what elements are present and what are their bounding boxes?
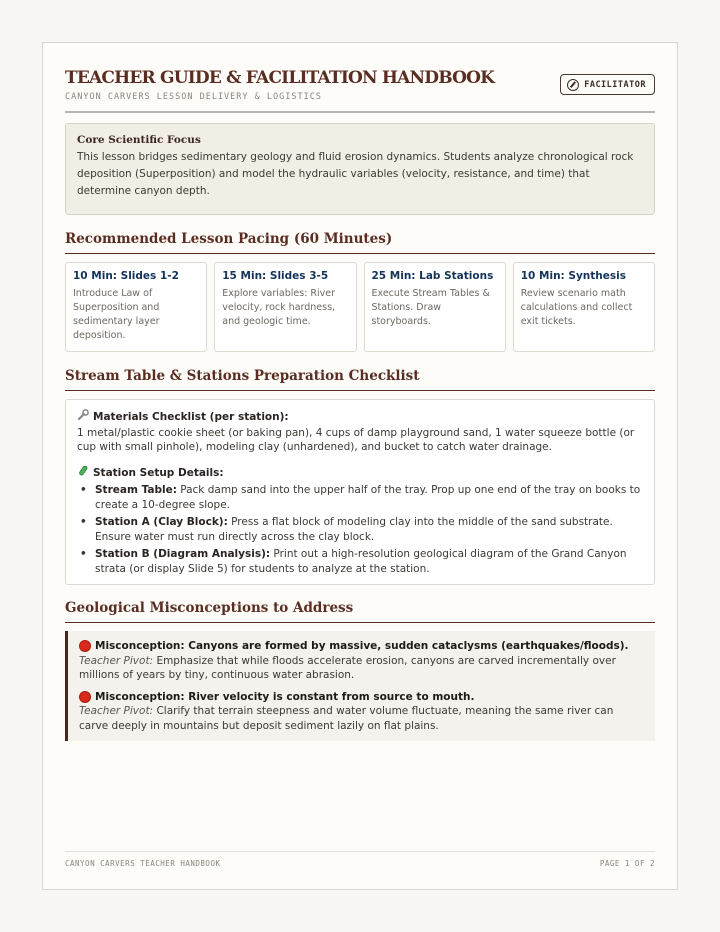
pacing-card-title: 25 Min: Lab Stations: [371, 270, 494, 282]
step-label: Station B (Diagram Analysis):: [95, 548, 271, 560]
step-text: Print out a high-resolution geological diagram of the Grand Canyon strata (or display Slide 5) for students to analyze at the station.: [95, 548, 627, 575]
setup-heading: [77, 465, 643, 482]
materials-heading: [77, 409, 643, 426]
misconception-title-row: [79, 639, 643, 654]
step-text: Pack damp sand into the upper half of the tray. Prop up one end of the tray on books to create a 10-degree slope.: [95, 484, 641, 511]
core-focus-box: [65, 123, 655, 215]
page-title: TEACHER GUIDE & FACILITATION HANDBOOK: [65, 68, 495, 88]
misconception-item: [79, 690, 643, 734]
list-item: [77, 483, 643, 512]
pacing-card: [65, 262, 207, 352]
materials-text: 1 metal/plastic cookie sheet (or baking pan), 4 cups of damp playground sand, 1 water squeeze bottle (or cup with small pinhole), modeling clay (unhardened), and bucket to catch water drainage.: [77, 426, 635, 453]
list-item: [77, 547, 643, 576]
red-circle-icon: [79, 640, 91, 652]
wrench-icon: [77, 409, 90, 426]
page-number: PAGE 1 OF 2: [599, 859, 655, 868]
materials-title: Materials Checklist (per station):: [93, 411, 289, 423]
pacing-heading: Recommended Lesson Pacing (60 Minutes): [65, 231, 655, 254]
misconceptions-box: [65, 631, 655, 741]
compass-icon: [567, 79, 579, 91]
pacing-card-text: Introduce Law of Superposition and sedimentary layer deposition.: [73, 288, 160, 341]
teacher-pivot: [79, 704, 643, 733]
setup-steps: [77, 483, 643, 576]
focus-title: Core Scientific Focus: [77, 134, 201, 146]
pacing-card-text: Explore variables: River velocity, rock hardness, and geologic time.: [222, 288, 336, 327]
misconceptions-heading: Geological Misconceptions to Address: [65, 600, 655, 623]
pacing-card-text: Execute Stream Tables & Stations. Draw storyboards.: [371, 288, 490, 327]
list-item: [77, 515, 643, 544]
badge-label: FACILITATOR: [584, 79, 646, 90]
step-label: Station A (Clay Block):: [95, 516, 228, 528]
page-header: [65, 67, 655, 113]
footer-title: CANYON CARVERS TEACHER HANDBOOK: [65, 859, 221, 868]
pacing-card: [513, 262, 655, 352]
misconception-title: Misconception: River velocity is constant from source to mouth.: [95, 690, 475, 703]
checklist-heading: Stream Table & Stations Preparation Checklist: [65, 368, 655, 391]
pivot-label: Teacher Pivot:: [79, 705, 154, 717]
misconception-item: [79, 639, 643, 683]
setup-title: Station Setup Details:: [93, 466, 224, 479]
test-tube-icon: [77, 465, 90, 482]
page-content: [65, 43, 655, 889]
pacing-card-title: 10 Min: Synthesis: [520, 270, 626, 282]
misconception-title: Misconception: Canyons are formed by massive, sudden cataclysms (earthquakes/floods).: [95, 640, 629, 652]
misconception-title-row: [79, 690, 643, 705]
pacing-cards: [65, 262, 655, 352]
pacing-card-text: Review scenario math calculations and collect exit tickets.: [520, 288, 633, 327]
page-subtitle: CANYON CARVERS LESSON DELIVERY & LOGISTICS: [65, 92, 322, 102]
pacing-card-title: 15 Min: Slides 3-5: [222, 270, 329, 282]
focus-text: This lesson bridges sedimentary geology and fluid erosion dynamics. Students analyze chronological rock deposition (Superposition) and model the hydraulic variables (velocity, resistance, and time) that determine canyon depth.: [77, 151, 634, 197]
step-label: Stream Table:: [95, 484, 177, 496]
preparation-checklist: [65, 399, 655, 585]
teacher-pivot: [79, 654, 643, 683]
facilitator-badge: [560, 74, 655, 95]
page-footer: [65, 851, 655, 868]
pivot-label: Teacher Pivot:: [79, 654, 154, 667]
pivot-text: Clarify that terrain steepness and water volume fluctuate, meaning the same river can carve deeply in mountains but deposit sediment lazily on flat plains.: [79, 705, 614, 732]
pacing-card: [364, 262, 506, 352]
pacing-card-title: 10 Min: Slides 1-2: [73, 270, 179, 282]
red-circle-icon: [79, 691, 91, 703]
pivot-text: Emphasize that while floods accelerate erosion, canyons are carved incrementally over millions of years by tiny, continuous water abrasion.: [79, 654, 616, 681]
handbook-page: [42, 42, 678, 890]
step-text: Press a flat block of modeling clay into the middle of the sand substrate. Ensure water must run directly across the clay block.: [95, 516, 613, 543]
pacing-card: [214, 262, 356, 352]
